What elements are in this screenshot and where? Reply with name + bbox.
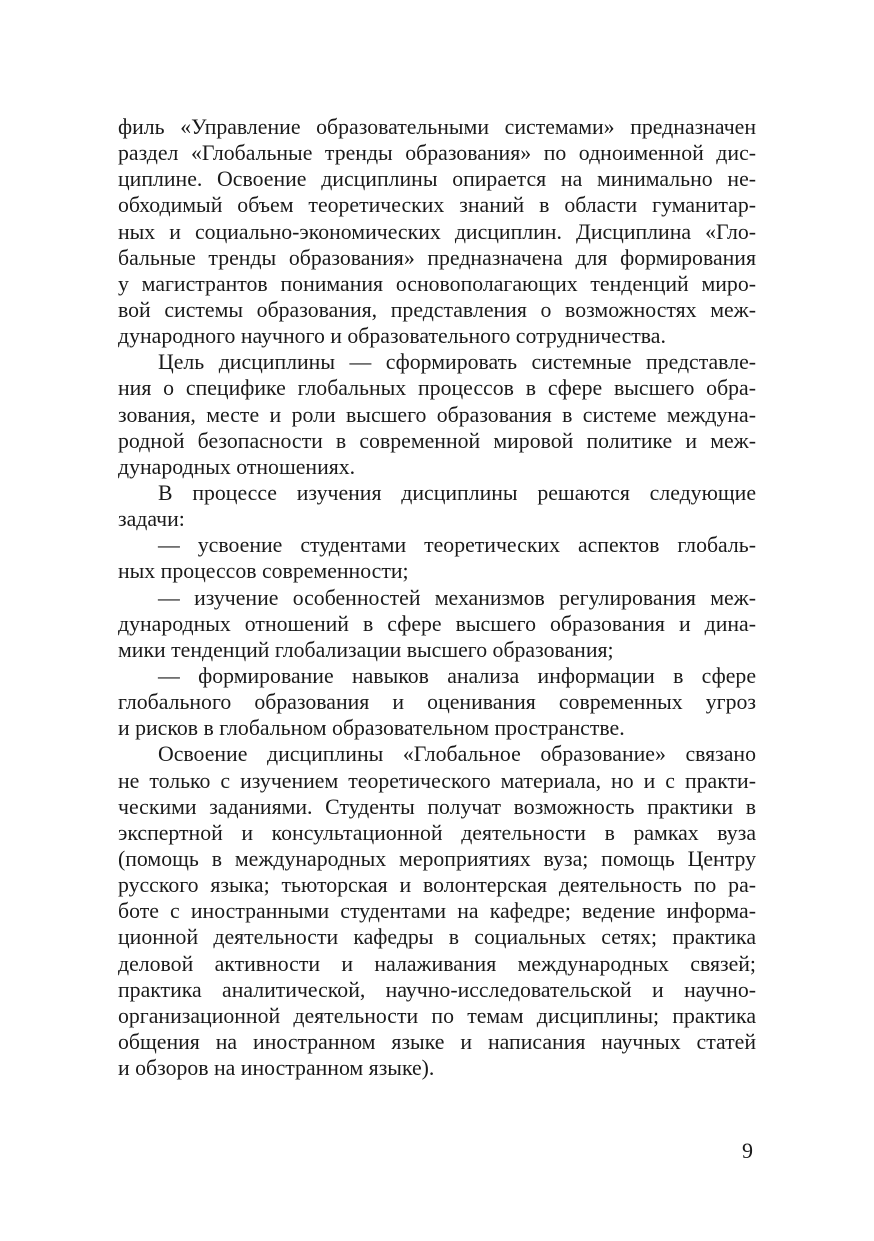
paragraph (118, 480, 756, 532)
text-line: раздел «Глобальные тренды образования» по одноименной дис- (118, 141, 756, 166)
text-line: у магистрантов понимания основополагающих тенденций миро- (118, 271, 756, 296)
text-line: филь «Управление образовательными системами» предназначен (118, 115, 756, 139)
text-line: и обзоров на иностранном языке). (118, 1056, 435, 1081)
paragraph (118, 532, 756, 584)
text-line: русского языка; тьюторская и волонтерская деятельность по ра- (118, 873, 756, 898)
body-text (118, 114, 756, 1081)
text-line: бальные тренды образования» предназначена для формирования (118, 245, 756, 270)
text-line: обходимый объем теоретических знаний в области гуманитар- (118, 193, 756, 218)
text-line: задачи: (118, 507, 185, 532)
paragraph (118, 349, 756, 480)
paragraph (118, 114, 756, 349)
text-line: зования, месте и роли высшего образования в системе междуна- (118, 402, 756, 427)
text-line: дународного научного и образовательного сотрудничества. (118, 324, 666, 349)
text-line: организационной деятельности по темам дисциплины; практика (118, 1003, 756, 1028)
text-line: глобального образования и оценивания современных угроз (118, 690, 756, 715)
text-line: экспертной и консультационной деятельности в рамках вуза (118, 820, 756, 845)
text-line: Освоение дисциплины «Глобальное образование» связано (158, 742, 756, 767)
text-line: деловой активности и налаживания международных связей; (118, 951, 756, 976)
text-line: Цель дисциплины — сформировать системные представле- (158, 350, 756, 375)
text-line: мики тенденций глобализации высшего образования; (118, 637, 614, 662)
text-line: В процессе изучения дисциплины решаются следующие (158, 480, 756, 505)
text-line: — изучение особенностей механизмов регулирования меж- (158, 585, 756, 610)
text-line: общения на иностранном языке и написания научных статей (118, 1029, 756, 1054)
text-line: — формирование навыков анализа информации в сфере (158, 663, 756, 688)
text-line: ческими заданиями. Студенты получат возможность практики в (118, 794, 756, 819)
paragraph (118, 741, 756, 1081)
page-number: 9 (742, 1138, 753, 1163)
text-line: вой системы образования, представления о возможностях меж- (118, 297, 756, 322)
text-line: (помощь в международных мероприятиях вуза; помощь Центру (118, 846, 756, 871)
text-line: родной безопасности в современной мировой политике и меж- (118, 428, 756, 453)
paragraph (118, 663, 756, 741)
text-line: циплине. Освоение дисциплины опирается на минимально не- (118, 167, 756, 192)
text-line: ных процессов современности; (118, 559, 409, 584)
paragraph (118, 585, 756, 663)
text-line: ционной деятельности кафедры в социальных сетях; практика (118, 925, 756, 950)
text-line: не только с изучением теоретического материала, но и с практи- (118, 768, 756, 793)
text-line: ния о специфике глобальных процессов в сфере высшего обра- (118, 376, 756, 401)
text-line: дународных отношений в сфере высшего образования и дина- (118, 611, 756, 636)
text-line: и рисков в глобальном образовательном пространстве. (118, 716, 625, 741)
text-line: ных и социально-экономических дисциплин. Дисциплина «Гло- (118, 219, 756, 244)
text-line: боте с иностранными студентами на кафедре; ведение информа- (118, 899, 756, 924)
text-line: — усвоение студентами теоретических аспектов глобаль- (158, 533, 756, 558)
text-line: практика аналитической, научно-исследовательской и научно- (118, 977, 756, 1002)
text-line: дународных отношениях. (118, 454, 356, 479)
